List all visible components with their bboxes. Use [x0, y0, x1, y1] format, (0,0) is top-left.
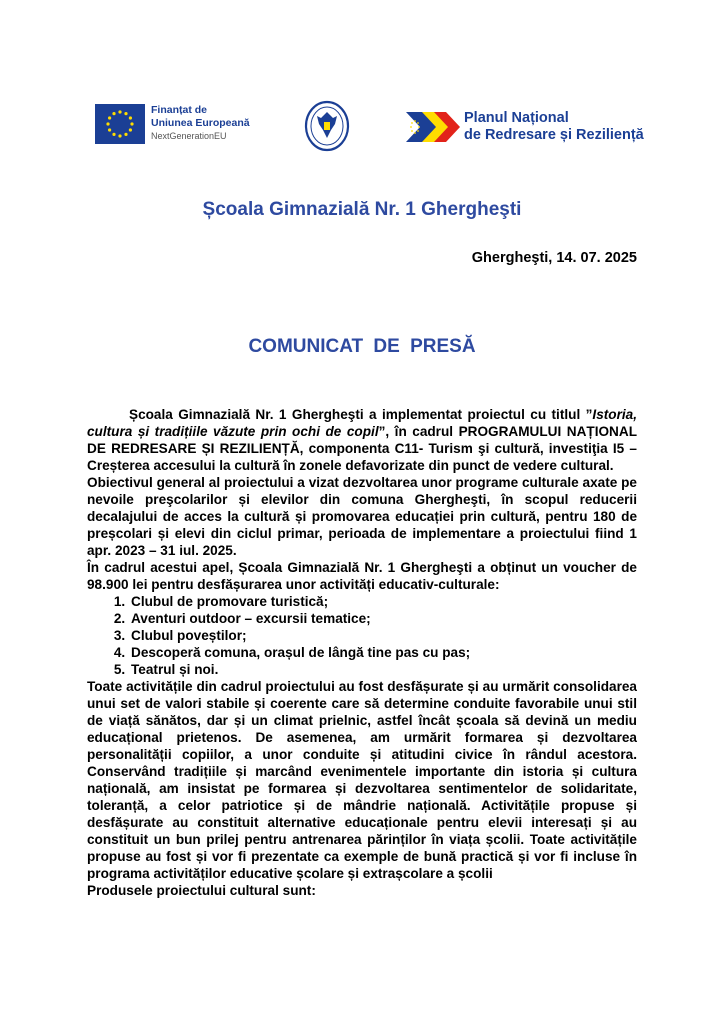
activities-list	[87, 593, 637, 678]
objective-paragraph: Obiectivul general al proiectului a vizat dezvoltarea unor programe culturale axate pe nevoile preşcolarilor și elevilor din comuna Ghergheşti, în scopul reducerii decalajului de acces la cultură și promovarea educației prin cultură, pentru 180 de preșcolari și elevi din ciclul primar, perioada de implementare a proiectului fiind 1 apr. 2023 – 31 iul. 2025.	[87, 475, 637, 558]
eu-funding-logo	[95, 104, 255, 150]
pnrr-logo	[406, 106, 646, 150]
list-item: 2. Aventuri outdoor – excursii tematice;	[129, 610, 637, 627]
eu-flag-icon	[95, 104, 145, 144]
eu-logo-line1: Finanțat de	[151, 104, 208, 116]
eu-logo-line3: NextGenerationEU	[151, 131, 227, 141]
project-title: Istoria, cultura și tradițiile văzute prin ochi de copil	[87, 407, 637, 439]
list-item: 4. Descoperă comuna, orașul de lângă tine pas cu pas;	[129, 644, 637, 661]
intro-rest: ”, în cadrul PROGRAMULUI NAȚIONAL DE REDRESARE ȘI REZILIENȚĂ, componenta C11- Turism şi cultură, investiţia I5 – Creșterea accesului la cultură în zonele defavorizate din punct de vedere cultural.	[87, 424, 637, 473]
eu-logo-line2: Uniunea Europeană	[151, 117, 250, 129]
logo-bar	[0, 100, 724, 156]
document-date: Ghergheşti, 14. 07. 2025	[471, 250, 637, 266]
romanian-government-seal-icon	[304, 100, 350, 152]
pnrr-logo-line2: de Redresare și Reziliență	[464, 127, 644, 143]
eu-logo-text	[151, 104, 250, 143]
list-item: 3. Clubul poveștilor;	[129, 627, 637, 644]
list-item: 5. Teatrul și noi.	[129, 661, 637, 678]
press-release-title: COMUNICAT DE PRESĂ	[248, 336, 476, 357]
press-release-body	[87, 406, 637, 899]
intro-start: Școala Gimnazială Nr. 1 Ghergheşti a implementat proiectul cu titlul ”	[129, 407, 593, 422]
products-heading: Produsele proiectului cultural sunt:	[87, 883, 316, 898]
list-item: 1. Clubul de promovare turistică;	[129, 593, 637, 610]
pnrr-logo-line1: Planul Național	[464, 110, 569, 126]
pnrr-arrows-icon	[406, 110, 462, 144]
voucher-paragraph: În cadrul acestui apel, Școala Gimnazială Nr. 1 Ghergheşti a obținut un voucher de 98.900 lei pentru desfășurarea unor activități educativ-culturale:	[87, 560, 637, 592]
intro-paragraph	[87, 406, 637, 474]
pnrr-logo-text	[464, 110, 644, 144]
activities-outcome-paragraph: Toate activitățile din cadrul proiectului au fost desfășurate și au urmărit consolidarea unui set de valori stabile și coerente care să determine conduite favorabile unui stil de viață sănătos, dar și un climat prielnic, astfel încât școala să devină un mediu educațional prietenos. De asemenea, am urmărit formarea și dezvoltarea personalității copiilor, a unor conduite și atitudini civice în rândul acestora. Conservând tradițiile și marcând evenimentele importante din istoria și cultura națională, am insistat pe formarea și dezvoltarea sentimentelor de solidaritate, toleranță, a celor patriotice și de mândrie națională. Activitățile propuse și desfășurate au constituit alternative educaționale pentru elevii interesați și au constituit un bun prilej pentru antrenarea părinților în viața școlii. Toate activitățile propuse au fost și vor fi prezentate ca exemple de bună practică și vor fi incluse în programa activităților educative școlare și extrașcolare a școlii	[87, 679, 637, 881]
school-title: Școala Gimnazială Nr. 1 Ghergheşti	[202, 199, 522, 220]
